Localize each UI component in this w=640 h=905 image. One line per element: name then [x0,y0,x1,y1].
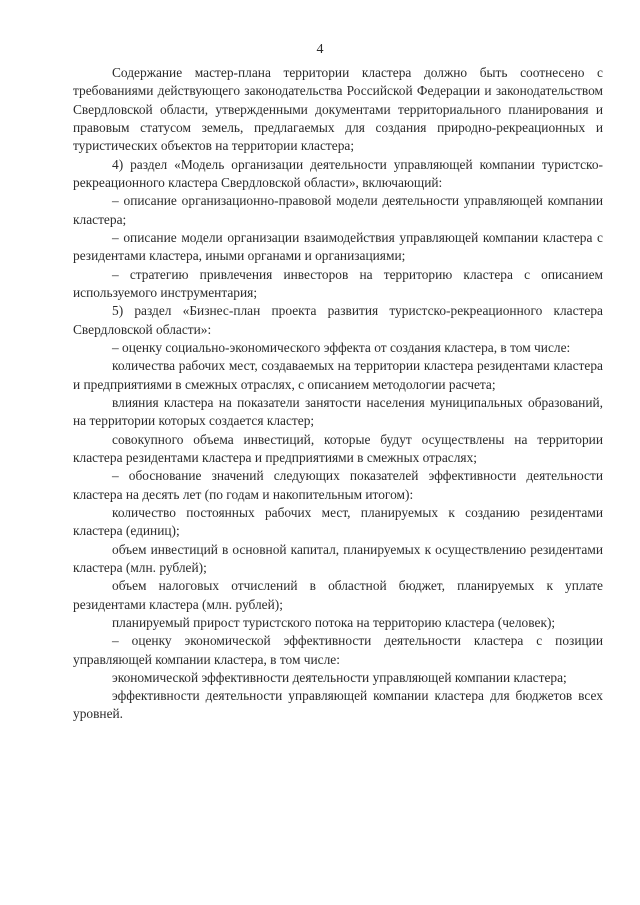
paragraph-company-efficiency: экономической эффективности деятельности управляющей компании кластера; [112,669,567,685]
paragraph-total-investment: совокупного объема инвестиций, которые будут осуществлены на территории кластера резидентами кластера и предприятиями в смежных отраслях; [73,431,603,465]
paragraph-section-5: 5) раздел «Бизнес-план проекта развития туристско-рекреационного кластера Свердловской области»: [73,303,603,337]
paragraph-economic-efficiency: – оценку экономической эффективности деятельности кластера с позиции управляющей компании кластера, в том числе: [73,633,603,667]
paragraph-tax-deductions: объем налоговых отчислений в областной бюджет, планируемых к уплате резидентами кластера (млн. рублей); [73,578,603,612]
document-body [73,64,603,724]
paragraph-employment-impact: влияния кластера на показатели занятости населения муниципальных образований, на территории которых создается кластер; [73,394,603,429]
paragraph-interaction-model: – описание модели организации взаимодействия управляющей компании кластера с резидентами кластера, иными органами и организациями; [73,229,603,264]
paragraph-section-4: 4) раздел «Модель организации деятельности управляющей компании туристско-рекреационного кластера Свердловской области», включающий: [73,156,603,190]
paragraph-jobs-count: количества рабочих мест, создаваемых на территории кластера резидентами кластера и предприятиями в смежных отраслях, с описанием методологии расчета; [73,358,603,392]
paragraph-socio-economic-effect: – оценку социально-экономического эффекта от создания кластера, в том числе: [112,339,571,355]
page-number: 4 [316,42,324,57]
paragraph-permanent-jobs: количество постоянных рабочих мест, планируемых к созданию резидентами кластера (единиц); [73,504,603,539]
paragraph-investor-strategy: – стратегию привлечения инвесторов на территорию кластера с описанием используемого инструментария; [73,266,603,300]
paragraph-master-plan: Содержание мастер-плана территории кластера должно быть соотнесено с требованиями действующего законодательства Российской Федерации и законодательством Свердловской области, утвержденными документами территориального планирования и правовым статусом земель, предлагаемых для создания природно-рекреационных и туристических объектов на территории кластера; [73,65,603,154]
paragraph-tourist-flow: планируемый прирост туристского потока на территорию кластера (человек); [112,614,556,630]
paragraph-indicators-justification: – обоснование значений следующих показателей эффективности деятельности кластера на десять лет (по годам и накопительным итогом): [73,468,603,502]
paragraph-org-legal-model: – описание организационно-правовой модели деятельности управляющей компании кластера; [73,193,603,227]
paragraph-budget-efficiency: эффективности деятельности управляющей компании кластера для бюджетов всех уровней. [73,688,603,722]
paragraph-capital-investment: объем инвестиций в основной капитал, планируемых к осуществлению резидентами кластера (млн. рублей); [73,541,603,575]
